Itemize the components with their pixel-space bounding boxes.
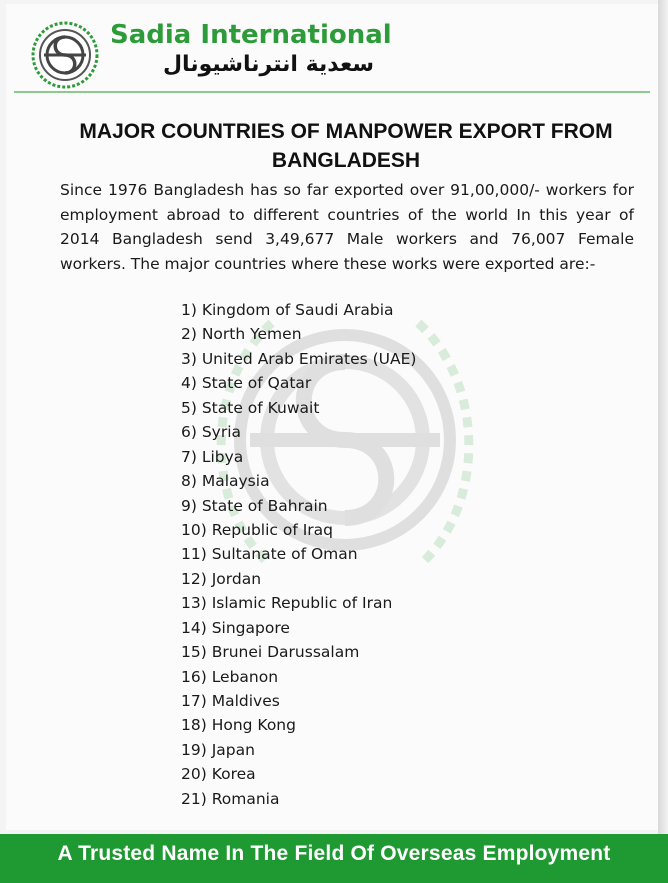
list-item: 21) Romania: [181, 789, 280, 808]
list-item: 17) Maldives: [181, 692, 280, 710]
country-list: [181, 298, 416, 811]
list-item: 7) Libya: [181, 447, 244, 466]
list-item: 13) Islamic Republic of Iran: [181, 594, 393, 613]
brand-name-ar: سعدية انترناشيونال: [162, 52, 374, 77]
header-divider: [14, 91, 650, 93]
list-item: 11) Sultanate of Oman: [181, 545, 358, 564]
list-item: 19) Japan: [181, 740, 255, 759]
list-item: 6) Syria: [181, 423, 242, 442]
list-item: 8) Malaysia: [181, 472, 270, 491]
list-item: 4) State of Qatar: [181, 374, 312, 393]
list-item: 14) Singapore: [181, 618, 290, 637]
list-item: 9) State of Bahrain: [181, 496, 328, 515]
list-item: 18) Hong Kong: [181, 716, 296, 735]
list-item: 20) Korea: [181, 765, 256, 784]
page-edge: [658, 0, 668, 883]
document-title: MAJOR COUNTRIES OF MANPOWER EXPORT FROM BANGLADESH: [79, 120, 613, 172]
list-item: 10) Republic of Iraq: [181, 520, 334, 539]
list-item: 5) State of Kuwait: [181, 398, 320, 417]
intro-paragraph: Since 1976 Bangladesh has so far exported over 91,00,000/- workers for employment abroad to different countries of the world In this year of 2014 Bangladesh send 3,49,677 Male workers and 76,007 Female workers. The major countries where these works were exported are:-: [60, 181, 634, 273]
list-item: 12) Jordan: [181, 569, 262, 588]
list-item: 2) North Yemen: [181, 325, 302, 344]
list-item: 1) Kingdom of Saudi Arabia: [181, 301, 394, 319]
list-item: 15) Brunei Darussalam: [181, 643, 360, 662]
list-item: 16) Lebanon: [181, 667, 279, 686]
sadia-logo-icon: [30, 20, 100, 90]
footer-tagline: A Trusted Name In The Field Of Overseas Employment: [57, 842, 611, 865]
brand-name-en: Sadia International: [110, 20, 392, 50]
list-item: 3) United Arab Emirates (UAE): [181, 349, 417, 368]
